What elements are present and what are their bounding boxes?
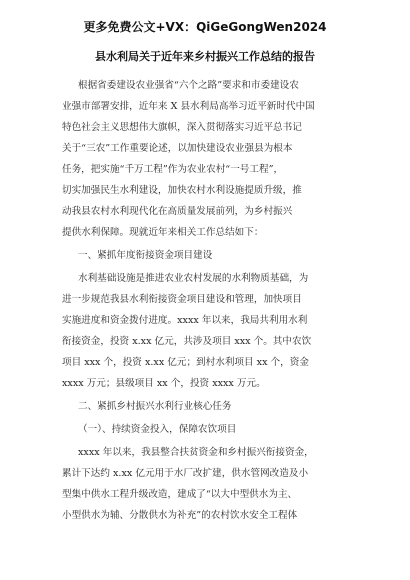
- page-header: 更多免费公文+VX：QiGeGongWen2024: [83, 20, 327, 34]
- paragraph-line: 动我县农村水利现代化在高质量发展前列，为乡村振兴: [62, 206, 293, 217]
- paragraph-line: 进一步规范我县水利衔接资金项目建设和管理，加快项目: [62, 294, 302, 305]
- paragraph-line: 关于“三农”工作重要论述，以加快建设农业强县为根本: [62, 143, 293, 154]
- paragraph-line: 小型供水为辅、分散供水为补充”的农村饮水安全工程体: [62, 510, 298, 521]
- subsection-heading: （一）、持续资金投入，保障农饮项目: [78, 424, 237, 435]
- paragraph-line: 切实加强民生水利建设，加快农村水利设施提质升级，推: [62, 185, 302, 196]
- paragraph-line: xxxx 年以来，我县整合扶贫资金和乡村振兴衔接资金，: [78, 447, 314, 458]
- paragraph-line: xxxx 万元；县级项目 xx 个，投资 xxxx 万元。: [62, 378, 266, 389]
- document-title: 县水利局关于近年来乡村振兴工作总结的报告: [95, 50, 315, 63]
- paragraph-line: 累计下达约 x.xx 亿元用于水厂改扩建，供水管网改造及小: [62, 468, 309, 479]
- paragraph-line: 水利基础设施是推进农业农村发展的水利物质基础，为: [78, 273, 309, 284]
- paragraph-line: 型集中供水工程升级改造，建成了“以大中型供水为主、: [62, 489, 298, 500]
- paragraph-line: 业强市部署安排，近年来 X 县水利局高举习近平新时代中国: [62, 101, 315, 112]
- paragraph-line: 任务，把实施“千万工程”作为农业农村“一号工程”，: [62, 164, 284, 175]
- paragraph-line: 特色社会主义思想伟大旗帜，深入贯彻落实习近平总书记: [62, 122, 302, 133]
- paragraph-line: 衔接资金，投资 x.xx 亿元，共涉及项目 xxx 个。其中农饮: [62, 336, 312, 347]
- paragraph-line: 提供水利保障。现就近年来相关工作总结如下：: [62, 227, 264, 238]
- paragraph-line: 项目 xxx 个，投资 x.xx 亿元；到村水利项目 xx 个，资金: [62, 357, 309, 368]
- paragraph-line: 实施进度和资金拨付进度。xxxx 年以来，我局共利用水利: [62, 315, 308, 326]
- paragraph-line: 根据省委建设农业强省“六个之路”要求和市委建设农: [78, 80, 299, 91]
- section-heading: 一、紧抓年度衔接资金项目建设: [78, 250, 213, 261]
- section-heading: 二、紧抓乡村振兴水利行业核心任务: [78, 401, 232, 412]
